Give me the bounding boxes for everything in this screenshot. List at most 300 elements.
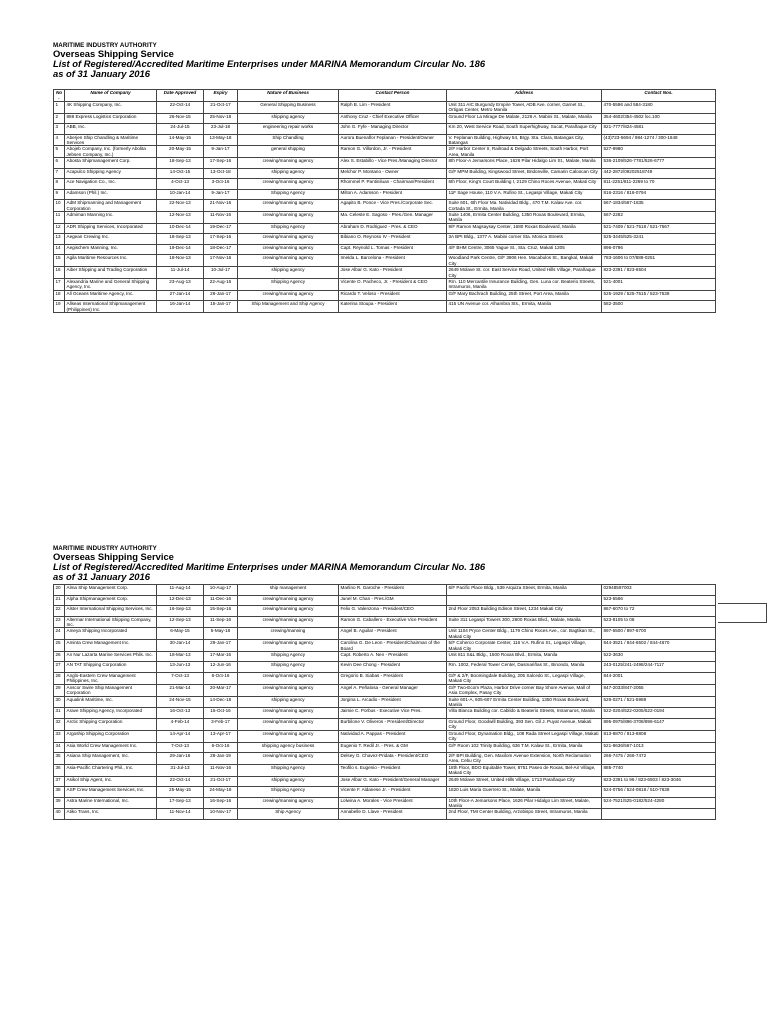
cell-contact-person: Imelda L. Barcelona - President: [339, 255, 447, 267]
cell-contact-person: Milton A. Adamson - President: [339, 189, 447, 200]
page-header: [53, 42, 715, 79]
cell-expiry-date: 18-Dec-17: [204, 244, 238, 255]
cell-date-approved: 13-Jun-13: [157, 662, 204, 673]
table-row: [54, 616, 716, 628]
cell-contact-numbers: 523-5566: [602, 595, 716, 606]
cell-date-approved: 17-Sep-13: [157, 797, 204, 809]
cell-contact-person: Vicente F. Aldanese Jr. - President: [339, 787, 447, 798]
cell-contact-person: Ramon G. Villordon, Jr. - President: [339, 146, 447, 158]
cell-contact-numbers: 522-3630: [602, 651, 716, 662]
table-row: [54, 730, 716, 742]
column-header-address: Address: [447, 90, 602, 102]
cell-nature-of-business: shipping agency: [238, 267, 339, 279]
cell-contact-person: Eugenio T. Redil Jr. - Pres. & GM: [339, 742, 447, 753]
cell-expiry-date: 17-Sep-16: [204, 234, 238, 245]
cell-date-approved: 25-May-15: [157, 787, 204, 798]
cell-address: Ground Floor La Mirage De Malate, 2126 A. Mabini St., Malate, Manila: [447, 113, 602, 124]
cell-nature-of-business: shipping agency: [238, 168, 339, 179]
cell-address: Unit 311 AIC Burgundy Empire Tower, ADB Ave. corner, Garnet St., Ortigas Center, Metro Manila: [447, 101, 602, 113]
cell-expiry-date: 5-May-18: [204, 628, 238, 640]
cell-row-number: 32: [54, 718, 65, 730]
cell-nature-of-business: crewing/manning agency: [238, 158, 339, 169]
cell-contact-numbers: 524-0756 / 524-0818 / 510-7638: [602, 787, 716, 798]
table-row: [54, 708, 716, 719]
cell-contact-person: Ralph B. Lim - President: [339, 101, 447, 113]
cell-company-name: Allseas International Shipmanagement (Philippines) Inc.: [65, 301, 157, 313]
cell-company-name: ASP Crew Management Services, Inc.: [65, 787, 157, 798]
cell-contact-numbers: 885-7740: [602, 764, 716, 776]
cell-company-name: Aegean Crewing Inc.: [65, 234, 157, 245]
cell-company-name: Aminta Crew Management Inc.: [65, 640, 157, 652]
cell-contact-numbers: 813-8870 / 813-8808: [602, 730, 716, 742]
cell-date-approved: 27-Jan-14: [157, 290, 204, 301]
cell-row-number: 38: [54, 787, 65, 798]
cell-expiry-date: 17-Nov-16: [204, 255, 238, 267]
cell-company-name: Asiana Ship Management, Inc.: [65, 753, 157, 765]
cell-expiry-date: 15-Jan-17: [204, 301, 238, 313]
table-body: [54, 585, 716, 820]
table-row: [54, 124, 716, 135]
cell-expiry-date: 12-Jun-16: [204, 662, 238, 673]
cell-expiry-date: 13-Oct-18: [204, 168, 238, 179]
cell-nature-of-business: crewing/manning agency: [238, 797, 339, 809]
cell-contact-person: Ricardo T. Veloso - President: [339, 290, 447, 301]
cell-date-approved: 12-Sep-13: [157, 616, 204, 628]
cell-company-name: Ameya Shipping Incorporated: [65, 628, 157, 640]
cell-date-approved: 22-Oct-14: [157, 776, 204, 787]
cell-company-name: Atiko Trans, Inc.: [65, 809, 157, 820]
cell-row-number: 10: [54, 200, 65, 212]
cell-address: G/F MPM Building, Kingswood Street, Bridonville, Camarin Caloocan City: [447, 168, 602, 179]
cell-contact-numbers: 354-4602/354-4502 loc.100: [602, 113, 716, 124]
cell-nature-of-business: crewing/manning agency: [238, 708, 339, 719]
list-title: List of Registered/Accredited Maritime Enterprises under MARINA Memorandum Circular No. 186: [53, 58, 486, 69]
cell-expiry-date: 13-May-18: [204, 134, 238, 146]
column-header-expiry-date: Expiry: [204, 90, 238, 102]
list-page-2: [53, 545, 715, 820]
cell-nature-of-business: Shipping Agency: [238, 189, 339, 200]
cell-address: 415 UN Avenue cor. Alhambra Sts., Ermita, Manila: [447, 301, 602, 313]
cell-nature-of-business: Shipping Agency: [238, 279, 339, 291]
cell-date-approved: 20-May-15: [157, 146, 204, 158]
cell-contact-numbers: 523-8105 to 08: [602, 616, 716, 628]
cell-company-name: Arctic Shipping Corporation: [65, 718, 157, 730]
cell-expiry-date: 9-Jan-17: [204, 146, 238, 158]
cell-row-number: 1: [54, 101, 65, 113]
cell-nature-of-business: crewing/manning agency: [238, 753, 339, 765]
table-row: [54, 223, 716, 234]
cell-contact-numbers: 567-2282: [602, 212, 716, 224]
cell-address: 9/F Ramon Magsaysay Center, 1680 Roxas Boulevard, Manila: [447, 223, 602, 234]
cell-nature-of-business: crewing/manning: [238, 628, 339, 640]
table-row: [54, 179, 716, 190]
cell-date-approved: 21-Mar-14: [157, 684, 204, 696]
cell-contact-numbers: 525-3445/525-3241: [602, 234, 716, 245]
cell-company-name: Acapulco Shipping Agency: [65, 168, 157, 179]
cell-expiry-date: 11-Dec-16: [204, 595, 238, 606]
table-row: [54, 301, 716, 313]
cell-row-number: 31: [54, 708, 65, 719]
cell-address: 2649 Molave St. cor. East Service Road, United Hills Village, Parañaque City: [447, 267, 602, 279]
cell-nature-of-business: crewing/manning agency: [238, 595, 339, 606]
cell-company-name: Alma Ship Management Corp.: [65, 585, 157, 596]
cell-expiry-date: 10-Jul-17: [204, 267, 238, 279]
cell-contact-numbers: 895-0975/896-3708/896-6147: [602, 718, 716, 730]
cell-address: 6/F Pacific Place Bldg., 539 Arquiza Street, Ermita, Manila: [447, 585, 602, 596]
cell-nature-of-business: Shipping Agency: [238, 764, 339, 776]
cell-expiry-date: 19-Dec-17: [204, 223, 238, 234]
cell-date-approved: 30-Jan-14: [157, 640, 204, 652]
table-row: [54, 168, 716, 179]
cell-expiry-date: 3-Oct-16: [204, 179, 238, 190]
cell-contact-person: Aurora Buenaflor Feplanan - President/Owner: [339, 134, 447, 146]
cell-nature-of-business: shipping agency: [238, 696, 339, 708]
cell-contact-person: Bibiano O. Reynoso IV - President: [339, 234, 447, 245]
cell-contact-person: Angel B. Aguilar - President: [339, 628, 447, 640]
cell-contact-person: Delsey G. Chavez-Pridata - President/CEO: [339, 753, 447, 765]
table-row: [54, 595, 716, 606]
cell-contact-person: Agapito B. Ponce - Vice Pres./Corporate Sec.: [339, 200, 447, 212]
cell-nature-of-business: crewing/manning agency: [238, 616, 339, 628]
cell-expiry-date: 6-Oct-16: [204, 742, 238, 753]
cell-address: Ground Floor, Dynamation Bldg., 108 Rada Street Legaspi Village, Makati City: [447, 730, 602, 742]
cell-row-number: 22: [54, 606, 65, 617]
table-row: [54, 585, 716, 596]
cell-contact-person: Lolwina A. Morales - Vice President: [339, 797, 447, 809]
cell-expiry-date: 28-Jan-19: [204, 753, 238, 765]
service-name: Overseas Shipping Service: [53, 551, 174, 562]
cell-contact-numbers: 470-5596 and 584-3180: [602, 101, 716, 113]
cell-address: 2nd Floor 2053 Building Edison Street, 1234 Makati City: [447, 606, 602, 617]
cell-expiry-date: 21-Oct-17: [204, 101, 238, 113]
cell-contact-person: Abraham D. Rodriguez - Pres. & CEO: [339, 223, 447, 234]
cell-company-name: Aberjen Ship Chandling & Maritime Services: [65, 134, 157, 146]
cell-company-name: Altermar International Shipping Company, Inc.: [65, 616, 157, 628]
cell-address: Villa Blanca Building cor. Cabildo & Beaterio Streets, Intramuros, Manila: [447, 708, 602, 719]
table-row: [54, 742, 716, 753]
cell-expiry-date: 25-Nov-18: [204, 113, 238, 124]
cell-address: Rm. 1002, Federal Tower Center, Dasmariñas St., Binondo, Manila: [447, 662, 602, 673]
cell-company-name: Asikol Ship Agent, Inc.: [65, 776, 157, 787]
cell-company-name: Aqualink Maritime, Inc.: [65, 696, 157, 708]
cell-company-name: AdM Shipmanning and Management Corporation: [65, 200, 157, 212]
cell-company-name: ABB, Inc.: [65, 124, 157, 135]
cell-contact-numbers: 897-5500 / 897-6700: [602, 628, 716, 640]
cell-row-number: 12: [54, 223, 65, 234]
table-row: [54, 101, 716, 113]
service-name: Overseas Shipping Service: [53, 48, 174, 59]
enterprise-table: [53, 89, 716, 313]
table-row: [54, 158, 716, 169]
cell-date-approved: 18-Nov-13: [157, 255, 204, 267]
cell-row-number: 4: [54, 134, 65, 146]
table-row: [54, 662, 716, 673]
cell-nature-of-business: Ship Agency: [238, 809, 339, 820]
cell-address: Ground Floor, Goodwill Building, 393 Sen. Gil J. Puyat Avenue, Makati City: [447, 718, 602, 730]
cell-company-name: ADR Shipping Services, Incorporated: [65, 223, 157, 234]
cell-expiry-date: 16-Sep-16: [204, 797, 238, 809]
cell-address: G/F Room 102 Trinity Building, 636 T.M. Kalaw St., Ermita, Manila: [447, 742, 602, 753]
table-row: [54, 640, 716, 652]
table-row: [54, 200, 716, 212]
cell-expiry-date: 17-Sep-16: [204, 158, 238, 169]
cell-date-approved: 29-Jan-16: [157, 753, 204, 765]
table-row: [54, 255, 716, 267]
cell-expiry-date: 10-Aug-17: [204, 585, 238, 596]
cell-date-approved: 24-Jul-15: [157, 124, 204, 135]
table-row: [54, 146, 716, 158]
cell-date-approved: 4-Oct-13: [157, 179, 204, 190]
cell-date-approved: 11-Jul-14: [157, 267, 204, 279]
cell-row-number: 2: [54, 113, 65, 124]
table-row: [54, 189, 716, 200]
cell-nature-of-business: Shipping Agency: [238, 662, 339, 673]
cell-contact-person: Ma. Celeste E. Sagoso - Pres./Gen. Manager: [339, 212, 447, 224]
cell-expiry-date: 17-Mar-16: [204, 651, 238, 662]
cell-address: 2nd Floor, TMI Center Building, Arzobispo Street, Intramuros, Manila: [447, 809, 602, 820]
cell-address: Km 20, West Service Road, South Superhighway, Sucat, Parañaque City: [447, 124, 602, 135]
cell-contact-numbers: 527-9980: [602, 146, 716, 158]
cell-company-name: 4K Shipping Company, Inc.: [65, 101, 157, 113]
cell-nature-of-business: ship management: [238, 585, 339, 596]
authority-name: MARITIME INDUSTRY AUTHORITY: [53, 42, 157, 49]
cell-company-name: Asia World Crew Management Inc.: [65, 742, 157, 753]
cell-row-number: 3: [54, 124, 65, 135]
cell-expiry-date: 23-Jul-18: [204, 124, 238, 135]
cell-contact-person: Jaimie C. Porbus - Executive Vice Pres.: [339, 708, 447, 719]
cell-row-number: 9: [54, 189, 65, 200]
cell-row-number: 5: [54, 146, 65, 158]
cell-expiry-date: 15-Oct-16: [204, 708, 238, 719]
cell-contact-person: Jose Albar G. Kato - President/General Manager: [339, 776, 447, 787]
cell-date-approved: 10-Jan-14: [157, 189, 204, 200]
cell-date-approved: 26-Nov-15: [157, 113, 204, 124]
cell-row-number: 26: [54, 651, 65, 662]
cell-contact-numbers: 823-2391 / 823-6504: [602, 267, 716, 279]
cell-row-number: 18: [54, 290, 65, 301]
table-row: [54, 134, 716, 146]
authority-name: MARITIME INDUSTRY AUTHORITY: [53, 545, 157, 552]
cell-expiry-date: 13-Apr-17: [204, 730, 238, 742]
cell-row-number: 39: [54, 797, 65, 809]
cell-company-name: Abosta Shipmanagement Corp.: [65, 158, 157, 169]
table-row: [54, 606, 716, 617]
cell-contact-person: Jorgina L. Arcadio - President: [339, 696, 447, 708]
cell-date-approved: 14-Apr-14: [157, 730, 204, 742]
cell-date-approved: 22-Oct-14: [157, 101, 204, 113]
table-body: [54, 101, 716, 312]
cell-address: Suite 1406, Ermita Center Building, 1350 Roxas Boulevard, Ermita, Manila: [447, 212, 602, 224]
cell-row-number: 23: [54, 616, 65, 628]
cell-date-approved: 18-Mar-13: [157, 651, 204, 662]
cell-nature-of-business: crewing/manning agency: [238, 244, 339, 255]
cell-address: 18th Floor, BDO Equitable Tower, 8751 Paseo de Roxas, Bel-Air Village, Makati City: [447, 764, 602, 776]
cell-contact-person: Natividad A. Pappas - President: [339, 730, 447, 742]
cell-expiry-date: 9-Jan-17: [204, 189, 238, 200]
cell-nature-of-business: shipping agency: [238, 113, 339, 124]
cell-expiry-date: 10-Nov-17: [204, 809, 238, 820]
cell-nature-of-business: crewing/manning agency: [238, 255, 339, 267]
cell-company-name: AN TAT Shipping Corporation: [65, 662, 157, 673]
cell-address: 2649 Molave Street, United Hills Village, 1713 Parañaque City: [447, 776, 602, 787]
cell-expiry-date: 22-Aug-16: [204, 279, 238, 291]
cell-address: 3A BPI Bldg., 1377 A. Mabini corner Sta. Monica Streets: [447, 234, 602, 245]
cell-nature-of-business: crewing/manning agency: [238, 718, 339, 730]
cell-expiry-date: 11-Sep-16: [204, 616, 238, 628]
cell-contact-person: Capt. Roberto A. Nen - President: [339, 651, 447, 662]
cell-row-number: 21: [54, 595, 65, 606]
cell-row-number: 15: [54, 255, 65, 267]
cell-date-approved: 11-Aug-14: [157, 585, 204, 596]
cell-contact-numbers: 821-7777/824-4581: [602, 124, 716, 135]
cell-date-approved: 7-Oct-13: [157, 742, 204, 753]
cell-contact-numbers: 844-3521 / 844-6502 / 844-4670: [602, 640, 716, 652]
cell-contact-person: Gregorio B. Siabas - President: [339, 672, 447, 684]
cell-company-name: All Oceans Maritime Agency, Inc.: [65, 290, 157, 301]
cell-address: Unit 1104 Pryce Center Bldg., 1179 Chino Roces Ave., cor. Bagtikan St., Makati City: [447, 628, 602, 640]
cell-company-name: Abojeb Company, Inc. (formerly Abolita Jebsen Company, Inc.): [65, 146, 157, 158]
cell-nature-of-business: crewing/manning agency: [238, 179, 339, 190]
cell-address: [447, 595, 602, 606]
cell-contact-numbers: 536-2109/526-7781/526-6777: [602, 158, 716, 169]
cell-row-number: 6: [54, 158, 65, 169]
cell-address: 2/F Harbor Center II, Railroad & Delgado Streets, South Harbor, Port Area, Manila: [447, 146, 602, 158]
cell-address: Suite 311 Legaspi Towers 300, 2600 Roxas Blvd., Malate, Manila: [447, 616, 602, 628]
cell-date-approved: 12-Nov-13: [157, 212, 204, 224]
cell-company-name: Aegischem Manning, Inc.: [65, 244, 157, 255]
cell-contact-numbers: 823-2391 to 96 / 823-6503 / 823-3046: [602, 776, 716, 787]
cell-row-number: 35: [54, 753, 65, 765]
cell-row-number: 13: [54, 234, 65, 245]
cell-date-approved: 24-Nov-15: [157, 696, 204, 708]
cell-contact-numbers: 266-7475 / 266-7472: [602, 753, 716, 765]
table-row: [54, 113, 716, 124]
cell-expiry-date: 29-Jan-17: [204, 640, 238, 652]
cell-expiry-date: 11-Nov-16: [204, 764, 238, 776]
cell-contact-numbers: 811-2251/811-2269 to 70: [602, 179, 716, 190]
table-row: [54, 279, 716, 291]
cell-contact-person: Capt. Reynold L. Tomas - President: [339, 244, 447, 255]
cell-row-number: 16: [54, 267, 65, 279]
cell-contact-numbers: 02948597003: [602, 585, 716, 596]
cell-address: Unit 811 S&L Bldg., 1500 Roxas Blvd., Ermita, Manila: [447, 651, 602, 662]
cell-row-number: 27: [54, 662, 65, 673]
cell-contact-numbers: 783-1606 to 07/889-0251: [602, 255, 716, 267]
cell-nature-of-business: crewing/manning agency: [238, 606, 339, 617]
table-row: [54, 212, 716, 224]
cell-nature-of-business: general shipping: [238, 146, 339, 158]
cell-company-name: Adamson (Phil.) Inc.: [65, 189, 157, 200]
cell-expiry-date: 21-Oct-17: [204, 776, 238, 787]
cell-contact-numbers: 525-1929 / 525-7515 / 523-7538: [602, 290, 716, 301]
cell-row-number: 40: [54, 809, 65, 820]
table-row: [54, 776, 716, 787]
cell-contact-person: Vicente O. Pacheco, Jr. - President & CEO: [339, 279, 447, 291]
cell-expiry-date: 24-May-18: [204, 787, 238, 798]
cell-contact-person: Kevin Dee Chong - President: [339, 662, 447, 673]
list-page-1: [53, 42, 715, 313]
cell-contact-numbers: 522-0204/522-0205/522-0194: [602, 708, 716, 719]
cell-contact-numbers: 567-1834/567-1835: [602, 200, 716, 212]
table-row: [54, 290, 716, 301]
cell-expiry-date: 11-Nov-16: [204, 212, 238, 224]
cell-expiry-date: 15-Sep-16: [204, 606, 238, 617]
cell-address: G/F & 2/F, Boomingdale Building, 205 Salcedo St., Legaspi Village, Makati City: [447, 672, 602, 684]
table-row: [54, 244, 716, 255]
table-header-row: [54, 90, 716, 102]
cell-address: 6th Floor, King's Court Building I, 2129 Chino Roces Avenue, Makati City: [447, 179, 602, 190]
cell-date-approved: 22-Nov-13: [157, 200, 204, 212]
cell-row-number: 34: [54, 742, 65, 753]
cell-row-number: 7: [54, 168, 65, 179]
table-row: [54, 651, 716, 662]
cell-row-number: 17: [54, 279, 65, 291]
cell-row-number: 20: [54, 585, 65, 596]
cell-contact-numbers: 521-7409 / 521-7518 / 521-7567: [602, 223, 716, 234]
cell-date-approved: 18-Sep-13: [157, 158, 204, 169]
cell-nature-of-business: Ship Management and Ship Agency: [238, 301, 339, 313]
cell-contact-person: Anthony Cruz - Chief Executive Officer: [339, 113, 447, 124]
cell-contact-person: Burbilone V. Oliveros - President/Director: [339, 718, 447, 730]
cell-company-name: Anglo-Eastern Crew Management Philippines, Inc.: [65, 672, 157, 684]
cell-address: G/F Mary Bachrach Building, 25th Street, Port Area, Manila: [447, 290, 602, 301]
cell-contact-numbers: 521-8636/567-1013: [602, 742, 716, 753]
cell-company-name: Agila Maritime Resources Inc.: [65, 255, 157, 267]
cell-nature-of-business: crewing/manning agency: [238, 212, 339, 224]
cell-row-number: 33: [54, 730, 65, 742]
cell-company-name: 888 Express Logistics Corporation: [65, 113, 157, 124]
cell-company-name: Alexandria Marine and General Shipping Agency, Inc.: [65, 279, 157, 291]
cell-row-number: 8: [54, 179, 65, 190]
enterprise-table: [53, 584, 716, 820]
cell-nature-of-business: crewing/manning agency: [238, 684, 339, 696]
cell-nature-of-business: shipping agency: [238, 776, 339, 787]
cell-date-approved: 10-Dec-14: [157, 223, 204, 234]
cell-date-approved: 14-May-15: [157, 134, 204, 146]
cell-contact-numbers: 867-6070 to 72: [602, 606, 716, 617]
table-row: [54, 696, 716, 708]
cell-row-number: 14: [54, 244, 65, 255]
cell-company-name: Asia-Pacific Chartering Phil., Inc.: [65, 764, 157, 776]
cell-date-approved: 4-Feb-14: [157, 718, 204, 730]
cell-contact-person: Melchor P. Montano - Owner: [339, 168, 447, 179]
cell-contact-numbers: (43)723-5694 / 984-1274 / 300-1848: [602, 134, 716, 146]
cell-nature-of-business: Shipping Agency: [238, 651, 339, 662]
cell-contact-numbers: 847-2033/847-2055: [602, 684, 716, 696]
cell-date-approved: 16-Jan-14: [157, 301, 204, 313]
table-row: [54, 764, 716, 776]
cell-contact-numbers: 844-2001: [602, 672, 716, 684]
cell-contact-numbers: 896-0796: [602, 244, 716, 255]
table-row: [54, 787, 716, 798]
cell-date-approved: 7-Oct-13: [157, 672, 204, 684]
column-header-contact-person: Contact Person: [339, 90, 447, 102]
table-row: [54, 672, 716, 684]
cell-contact-person: Rhommel P. Pantiniluan - Chairman/President: [339, 179, 447, 190]
cell-contact-person: Alex S. Estabillo - Vice Pres./Managing Director: [339, 158, 447, 169]
cell-contact-numbers: 243-0125/241-2498/244-7117: [602, 662, 716, 673]
cell-nature-of-business: crewing/manning agency: [238, 672, 339, 684]
cell-row-number: 28: [54, 672, 65, 684]
cell-nature-of-business: Shipping Agency: [238, 223, 339, 234]
column-header-contact-numbers: Contact Nos.: [602, 90, 716, 102]
cell-date-approved: 11-Nov-14: [157, 809, 204, 820]
cell-row-number: 29: [54, 684, 65, 696]
cell-contact-person: Katerina Stoupa - President: [339, 301, 447, 313]
as-of-date: as of 31 January 2016: [53, 571, 150, 582]
cell-address: 5/F Coherco Corporate Center, 116 V.A. Rufino St., Legaspi Village, Makati City: [447, 640, 602, 652]
table-row: [54, 797, 716, 809]
